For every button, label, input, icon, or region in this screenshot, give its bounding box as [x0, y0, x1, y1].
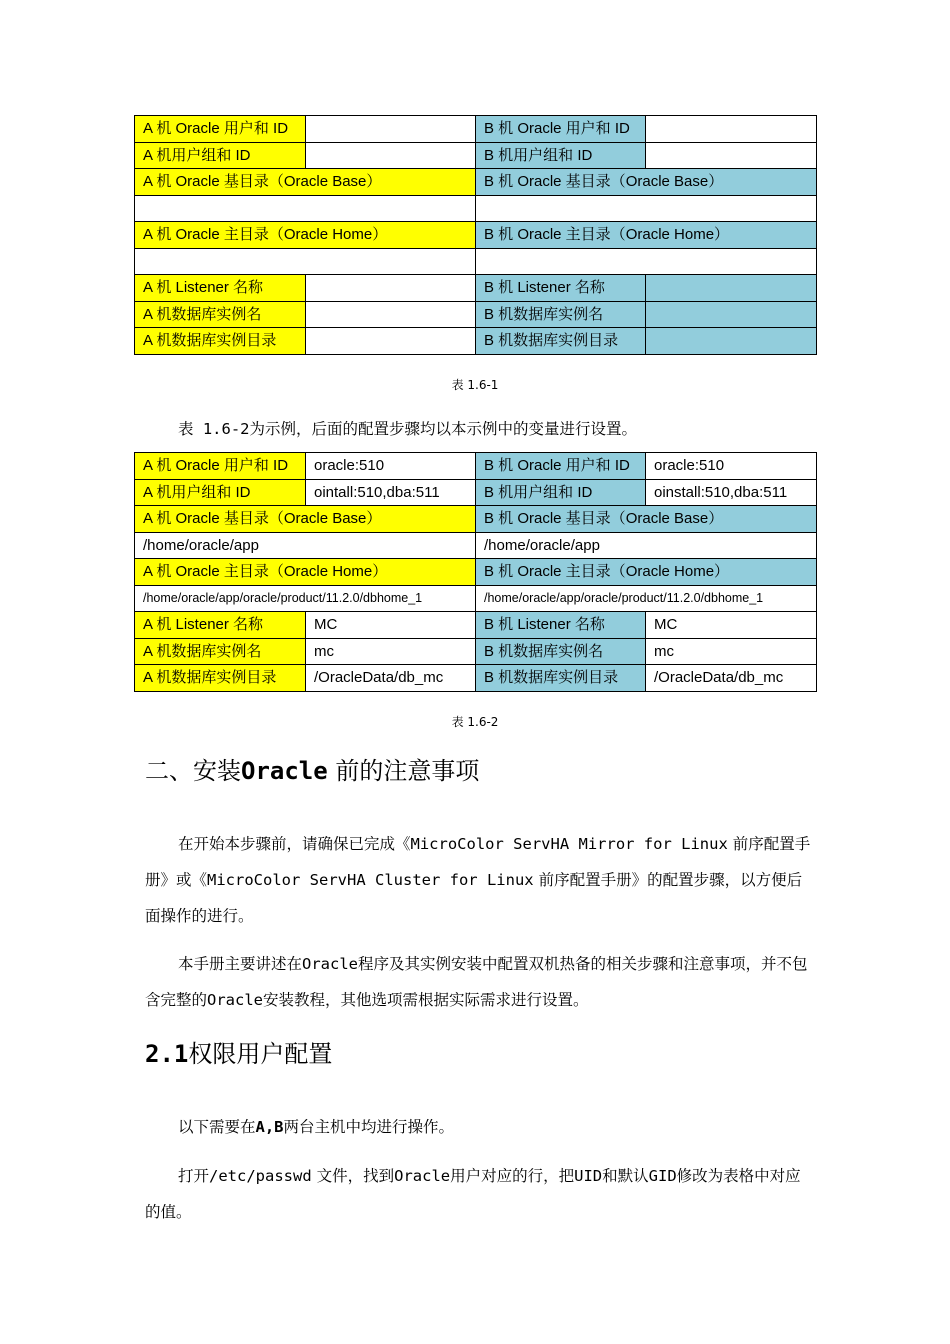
table-cell: oracle:510 [306, 453, 476, 480]
table-cell: oracle:510 [646, 453, 817, 480]
table-cell [646, 116, 817, 143]
table-cell: A 机数据库实例目录 [135, 328, 306, 355]
paragraph: 打开/etc/passwd 文件，找到Oracle用户对应的行，把UID和默认GID修改为表格中对应的值。 [145, 1167, 801, 1221]
table-reference: 表 1.6-2 [178, 420, 250, 438]
table-cell [135, 195, 476, 222]
table-cell: A 机用户组和 ID [135, 479, 306, 506]
table-cell: B 机 Oracle 用户和 ID [476, 116, 646, 143]
table-cell: A 机 Oracle 主目录（Oracle Home） [135, 222, 476, 249]
intro-paragraph [145, 411, 815, 447]
table-cell: MC [646, 612, 817, 639]
table-cell: /OracleData/db_mc [306, 665, 476, 692]
table-cell: A 机 Oracle 主目录（Oracle Home） [135, 559, 476, 586]
table-cell [476, 248, 817, 275]
table-row [135, 142, 817, 169]
table-row [135, 169, 817, 196]
table-cell: B 机 Oracle 基目录（Oracle Base） [476, 169, 817, 196]
table-cell: A 机 Listener 名称 [135, 612, 306, 639]
table-cell [646, 275, 817, 302]
table-cell [306, 116, 476, 143]
table-cell: A 机数据库实例名 [135, 301, 306, 328]
table-cell: A 机 Oracle 基目录（Oracle Base） [135, 506, 476, 533]
table-cell [646, 328, 817, 355]
table-cell: B 机数据库实例目录 [476, 665, 646, 692]
table-cell: /home/oracle/app [135, 532, 476, 559]
table-cell [476, 195, 817, 222]
table-row [135, 585, 817, 612]
table-row [135, 116, 817, 143]
table-cell: A 机数据库实例目录 [135, 665, 306, 692]
table-row [135, 479, 817, 506]
table-cell: B 机用户组和 ID [476, 479, 646, 506]
table-cell: B 机 Oracle 主目录（Oracle Home） [476, 222, 817, 249]
table-cell [306, 301, 476, 328]
table-row [135, 665, 817, 692]
paragraph: 以下需要在A,B两台主机中均进行操作。 [178, 1118, 455, 1136]
table-cell: B 机 Oracle 基目录（Oracle Base） [476, 506, 817, 533]
table-caption: 表 1.6-2 [451, 715, 499, 729]
table-1-6-2 [134, 452, 817, 692]
table-cell [306, 275, 476, 302]
table-cell: B 机 Listener 名称 [476, 612, 646, 639]
table-row [135, 638, 817, 665]
table-cell: B 机 Listener 名称 [476, 275, 646, 302]
table-cell [306, 328, 476, 355]
table-row [135, 453, 817, 480]
table-cell [135, 248, 476, 275]
table-cell: B 机用户组和 ID [476, 142, 646, 169]
intro-text: 为示例，后面的配置步骤均以本示例中的变量进行设置。 [249, 420, 638, 438]
table-cell [646, 142, 817, 169]
paragraph: 本手册主要讲述在Oracle程序及其实例安装中配置双机热备的相关步骤和注意事项，并不包含完整的Oracle安装教程，其他选项需根据实际需求进行设置。 [145, 955, 808, 1009]
table-row [135, 328, 817, 355]
subsection-number: 2.1 [145, 1040, 189, 1068]
table-cell: A 机 Listener 名称 [135, 275, 306, 302]
table-cell: A 机用户组和 ID [135, 142, 306, 169]
heading-prefix: 二、安装 [145, 757, 241, 785]
table-cell: mc [306, 638, 476, 665]
table-cell: oinstall:510,dba:511 [646, 479, 817, 506]
table-cell: A 机数据库实例名 [135, 638, 306, 665]
paragraph: 在开始本步骤前，请确保已完成《MicroColor ServHA Mirror for Linux 前序配置手册》或《MicroColor ServHA Cluster for Linux 前序配置手册》的配置步骤，以方便后面操作的进行。 [145, 835, 811, 925]
table-row [135, 532, 817, 559]
heading-suffix: 前的注意事项 [335, 757, 480, 785]
table-row [135, 506, 817, 533]
table-cell: mc [646, 638, 817, 665]
table-cell: B 机数据库实例目录 [476, 328, 646, 355]
table-cell: B 机 Oracle 用户和 ID [476, 453, 646, 480]
table-cell: MC [306, 612, 476, 639]
table-cell [306, 142, 476, 169]
section-heading [145, 751, 479, 786]
table-cell: A 机 Oracle 用户和 ID [135, 453, 306, 480]
table-1-6-1 [134, 115, 817, 355]
heading-keyword: Oracle [241, 757, 328, 785]
table-cell: ointall:510,dba:511 [306, 479, 476, 506]
subsection-heading [145, 1034, 332, 1069]
table-row [135, 195, 817, 222]
table-cell: /home/oracle/app/oracle/product/11.2.0/dbhome_1 [476, 585, 817, 612]
table-cell [646, 301, 817, 328]
table-row [135, 612, 817, 639]
subsection-title: 权限用户配置 [188, 1040, 333, 1068]
table-cell: A 机 Oracle 基目录（Oracle Base） [135, 169, 476, 196]
table-cell: B 机 Oracle 主目录（Oracle Home） [476, 559, 817, 586]
table-cell: B 机数据库实例名 [476, 638, 646, 665]
table-row [135, 559, 817, 586]
table-cell: A 机 Oracle 用户和 ID [135, 116, 306, 143]
table-cell: B 机数据库实例名 [476, 301, 646, 328]
table-row [135, 222, 817, 249]
table-cell: /home/oracle/app [476, 532, 817, 559]
table-row [135, 248, 817, 275]
table-cell: /home/oracle/app/oracle/product/11.2.0/dbhome_1 [135, 585, 476, 612]
table-cell: /OracleData/db_mc [646, 665, 817, 692]
table-row [135, 301, 817, 328]
table-row [135, 275, 817, 302]
table-caption: 表 1.6-1 [451, 378, 499, 392]
